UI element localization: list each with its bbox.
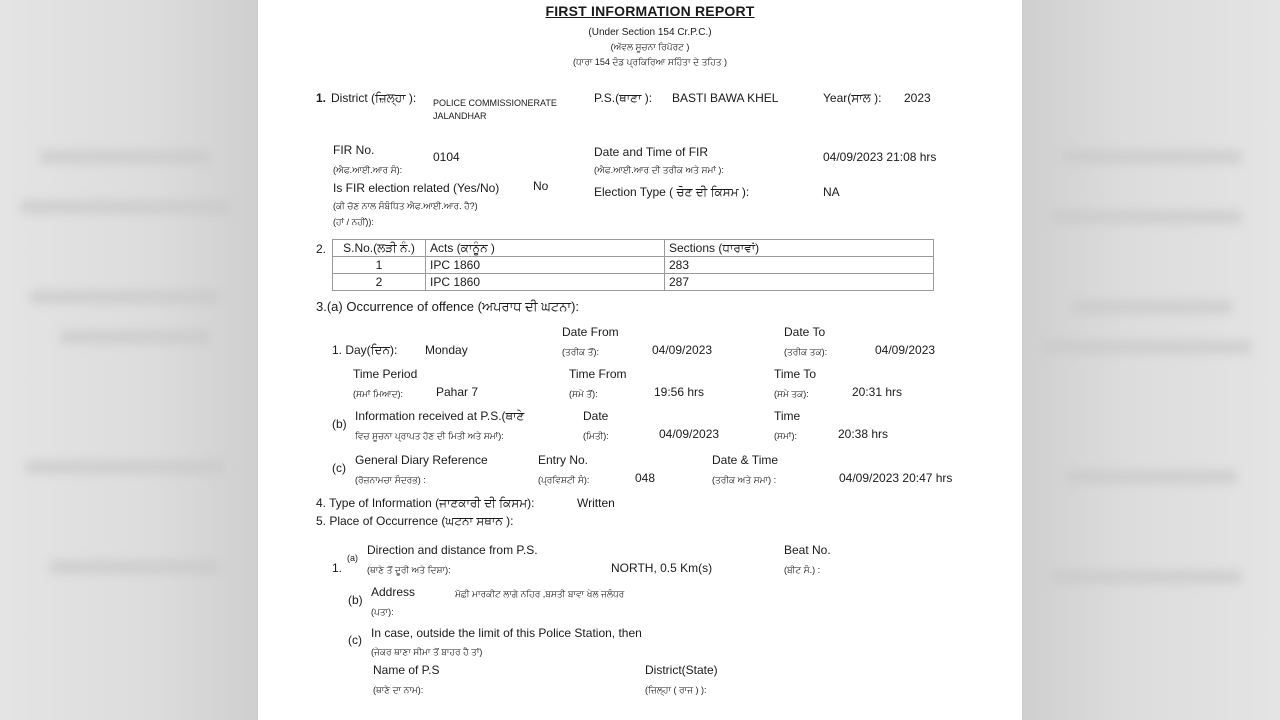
ps-name-label: Name of P.S xyxy=(373,663,440,677)
outside-limit-label: In case, outside the limit of this Police Station, then xyxy=(371,626,642,640)
address-marker: (b) xyxy=(348,593,363,607)
occurrence-heading: 3.(a) Occurrence of offence (ਅਪਰਾਧ ਦੀ ਘਟਨਾ): xyxy=(316,299,580,314)
outside-limit-marker: (c) xyxy=(348,633,362,647)
election-related-label: Is FIR election related (Yes/No) xyxy=(333,181,500,195)
type-of-info-value: Written xyxy=(577,496,615,510)
time-period-label-punjabi: (ਸਮਾਂ ਮਿਆਦ): xyxy=(353,389,404,399)
table-row xyxy=(333,274,934,291)
direction-value: NORTH, 0.5 Km(s) xyxy=(611,561,713,575)
year-label: Year(ਸਾਲ ): xyxy=(823,91,882,105)
date-from-label: Date From xyxy=(562,325,619,339)
district-state-label: District(State) xyxy=(645,663,718,677)
item-number-2: 2. xyxy=(316,242,327,256)
time-to-label-punjabi: (ਸਮੇ ਤਕ): xyxy=(774,389,809,399)
gd-datetime-label: Date & Time xyxy=(712,453,779,467)
section-punjabi: (ਧਾਰਾ 154 ਦੰਡ ਪ੍ਰਕਿਰਿਆ ਸਹਿੰਤਾ ਦੇ ਤਹਿਤ ) xyxy=(572,57,728,67)
address-value: ਮੱਛੀ ਮਾਰਕੀਟ ਲਾਗੇ ਨਹਿਰ ,ਬਸਤੀ ਬਾਵਾ ਖੇਲ ਜਲੰਧਰ xyxy=(455,589,625,599)
outside-limit-label-punjabi: (ਜੇਕਰ ਥਾਣਾ ਸੀਮਾ ਤੋਂ ਬਾਹਰ ਹੈ ਤਾਂ) xyxy=(371,647,483,657)
direction-label: Direction and distance from P.S. xyxy=(367,543,538,557)
district-state-label-punjabi: (ਜ਼ਿਲ੍ਹਾ ( ਰਾਜ ) ): xyxy=(645,685,707,695)
subtitle-punjabi: (ਅੱਵਲ ਸੂਚਨਾ ਰਿਪੋਰਟ ) xyxy=(610,42,690,52)
time-period-value: Pahar 7 xyxy=(436,385,479,399)
ps-label: P.S.(ਥਾਣਾ ): xyxy=(594,91,653,105)
gd-datetime-value: 04/09/2023 20:47 hrs xyxy=(839,471,953,485)
district-label: District (ਜ਼ਿਲ੍ਹਾ ): xyxy=(331,91,417,105)
gd-reference-label-punjabi: (ਰੋਜ਼ਨਾਮਚਾ ਸੰਦਰਭ) : xyxy=(355,475,426,485)
date-to-value: 04/09/2023 xyxy=(875,343,936,357)
item-number-1: 1. xyxy=(316,91,327,105)
beat-no-label: Beat No. xyxy=(784,543,831,557)
gd-reference-marker: (c) xyxy=(332,461,346,475)
row-act: IPC 1860 xyxy=(426,274,665,291)
gd-reference-label: General Diary Reference xyxy=(355,453,488,467)
address-label: Address xyxy=(371,585,416,599)
place-item-number: 1. xyxy=(332,561,343,575)
fir-datetime-value: 04/09/2023 21:08 hrs xyxy=(823,150,937,164)
header-sections: Sections (ਧਾਰਾਵਾਂ) xyxy=(665,240,934,257)
ps-value: BASTI BAWA KHEL xyxy=(672,91,779,105)
election-type-value: NA xyxy=(823,185,840,199)
election-related-label-punjabi: (ਕੀ ਚੋਣ ਨਾਲ ਸੰਬੰਧਿਤ ਐਫ.ਆਈ.ਆਰ. ਹੈ?) xyxy=(333,201,478,211)
date-from-value: 04/09/2023 xyxy=(652,343,713,357)
year-value: 2023 xyxy=(904,91,931,105)
info-received-label: Information received at P.S.(ਥਾਣੇ xyxy=(355,409,525,423)
direction-marker: (a) xyxy=(347,553,358,563)
table-header-row xyxy=(333,240,934,257)
info-date-label: Date xyxy=(583,409,609,423)
fir-datetime-label: Date and Time of FIR xyxy=(594,145,709,159)
time-to-value: 20:31 hrs xyxy=(852,385,903,399)
ps-name-label-punjabi: (ਥਾਣੇ ਦਾ ਨਾਮ): xyxy=(373,685,424,695)
date-from-label-punjabi: (ਤਰੀਕ ਤੋਂ): xyxy=(562,347,599,357)
district-value-line2: JALANDHAR xyxy=(433,111,487,121)
row-sno: 2 xyxy=(333,274,426,291)
address-label-punjabi: (ਪਤਾ): xyxy=(371,607,394,617)
info-date-value: 04/09/2023 xyxy=(659,427,720,441)
gd-datetime-label-punjabi: (ਤਰੀਕ ਅਤੇ ਸਮਾ) : xyxy=(712,475,777,485)
fir-document-page xyxy=(258,0,1022,720)
document-title: FIRST INFORMATION REPORT xyxy=(545,3,755,19)
info-time-label-punjabi: (ਸਮਾਂ): xyxy=(774,431,797,441)
row-sno: 1 xyxy=(333,257,426,274)
district-value-line1: POLICE COMMISSIONERATE xyxy=(433,98,557,108)
time-from-label: Time From xyxy=(569,367,627,381)
entry-no-value: 048 xyxy=(635,471,656,485)
date-to-label: Date To xyxy=(784,325,826,339)
info-received-label-punjabi: ਵਿਚ ਸੂਚਨਾ ਪ੍ਰਾਪਤ ਹੋਣ ਦੀ ਮਿਤੀ ਅਤੇ ਸਮਾਂ): xyxy=(355,431,504,441)
row-section: 287 xyxy=(665,274,934,291)
info-date-label-punjabi: (ਮਿਤੀ): xyxy=(583,431,609,441)
time-period-label: Time Period xyxy=(353,367,418,381)
election-type-label: Election Type ( ਚੋਣ ਦੀ ਕਿਸਮ ): xyxy=(594,185,750,199)
under-section-text: (Under Section 154 Cr.P.C.) xyxy=(588,27,712,38)
row-act: IPC 1860 xyxy=(426,257,665,274)
time-from-value: 19:56 hrs xyxy=(654,385,705,399)
row-section: 283 xyxy=(665,257,934,274)
info-time-label: Time xyxy=(774,409,801,423)
info-time-value: 20:38 hrs xyxy=(838,427,889,441)
place-heading: 5. Place of Occurrence (ਘਟਨਾ ਸਥਾਨ ): xyxy=(316,514,514,528)
entry-no-label-punjabi: (ਪ੍ਰਵਿਸ਼ਟੀ ਸੰ): xyxy=(538,475,590,485)
header-acts: Acts (ਕਾਨੂੰਨ ) xyxy=(426,240,665,257)
time-from-label-punjabi: (ਸਮੇ ਤੋਂ): xyxy=(569,389,598,399)
table-row xyxy=(333,257,934,274)
blurred-background-left xyxy=(0,0,258,720)
type-of-info-label: 4. Type of Information (ਜਾਣਕਾਰੀ ਦੀ ਕਿਸਮ): xyxy=(316,496,535,510)
day-value: Monday xyxy=(425,343,468,357)
fir-datetime-label-punjabi: (ਐਫ.ਆਈ.ਆਰ ਦੀ ਤਰੀਕ ਅਤੇ ਸਮਾਂ ): xyxy=(594,165,724,175)
fir-no-label: FIR No. xyxy=(333,143,375,157)
info-received-marker: (b) xyxy=(332,417,347,431)
time-to-label: Time To xyxy=(774,367,817,381)
day-label: 1. Day(ਦਿਨ): xyxy=(332,343,398,357)
acts-sections-table xyxy=(332,239,934,291)
header-sno: S.No.(ਲੜੀ ਨੰ.) xyxy=(333,240,426,257)
fir-no-label-punjabi: (ਐਫ.ਆਈ.ਆਰ ਸੰ): xyxy=(333,165,403,175)
election-related-value: No xyxy=(533,179,549,193)
beat-no-label-punjabi: (ਬੀਟ ਸੰ.) : xyxy=(784,565,821,575)
fir-no-value: 0104 xyxy=(433,150,460,164)
election-related-yesno-punjabi: (ਹਾਂ / ਨਹੀਂ)): xyxy=(333,217,374,227)
entry-no-label: Entry No. xyxy=(538,453,589,467)
date-to-label-punjabi: (ਤਰੀਕ ਤਕ): xyxy=(784,347,828,357)
direction-label-punjabi: (ਥਾਣੇ ਤੋਂ ਦੂਰੀ ਅਤੇ ਦਿਸ਼ਾ): xyxy=(367,565,451,575)
blurred-background-right xyxy=(1022,0,1280,720)
